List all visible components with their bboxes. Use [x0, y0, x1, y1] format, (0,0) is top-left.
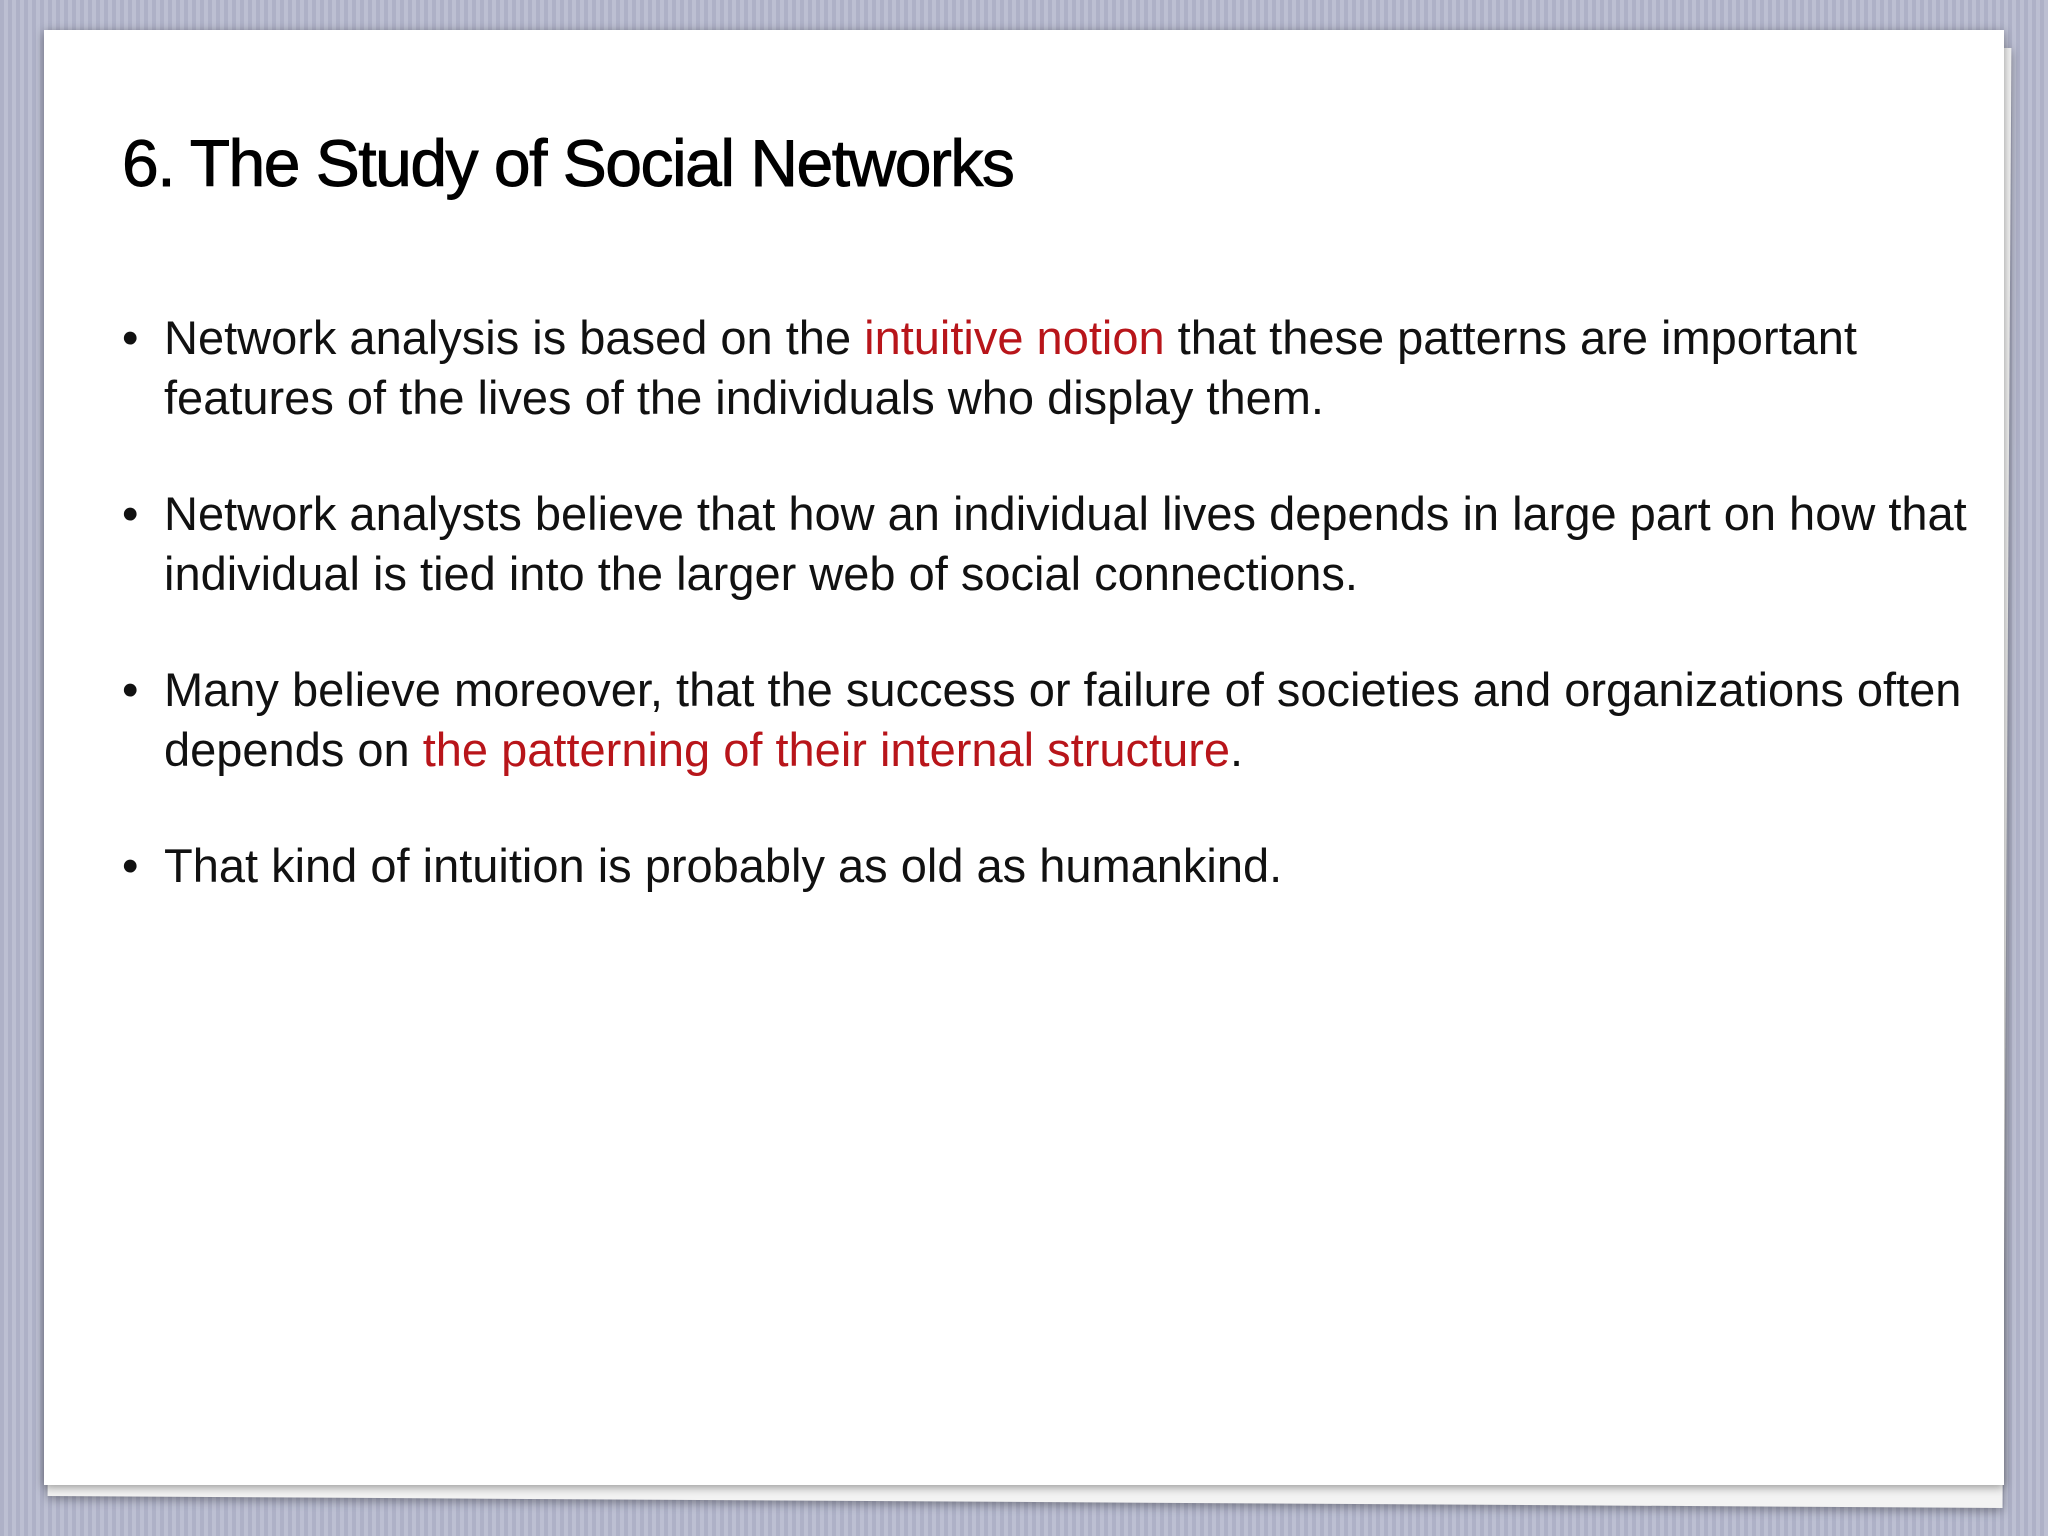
- bullet-text: Network analysts believe that how an individual lives depends in large part on how that individual is tied into the larger web of social connections.: [164, 487, 1967, 600]
- bullet-text: That kind of intuition is probably as old as humankind.: [164, 839, 1283, 892]
- bullet-dot-icon: •: [122, 663, 139, 716]
- slide-title: 6. The Study of Social Networks: [122, 126, 1014, 200]
- bullet-list: [122, 308, 1992, 952]
- bullet-text: Many believe moreover, that the success or failure of societies and organizations often depends on: [164, 663, 1962, 776]
- bullet-dot-icon: •: [122, 311, 139, 364]
- bullet-item: [122, 660, 1992, 780]
- bullet-item: [122, 484, 1992, 604]
- bullet-text: Network analysis is based on the: [164, 311, 865, 364]
- bullet-text: that these patterns are important features of the lives of the individuals who display them.: [164, 311, 1857, 424]
- bullet-text: .: [1230, 723, 1244, 776]
- highlighted-phrase: intuitive notion: [864, 311, 1165, 364]
- highlighted-phrase: the patterning of their internal structure: [422, 723, 1231, 776]
- bullet-dot-icon: •: [122, 839, 139, 892]
- bullet-item: [122, 836, 1992, 896]
- bullet-dot-icon: •: [122, 487, 139, 540]
- bullet-item: [122, 308, 1992, 428]
- slide: [44, 30, 2004, 1485]
